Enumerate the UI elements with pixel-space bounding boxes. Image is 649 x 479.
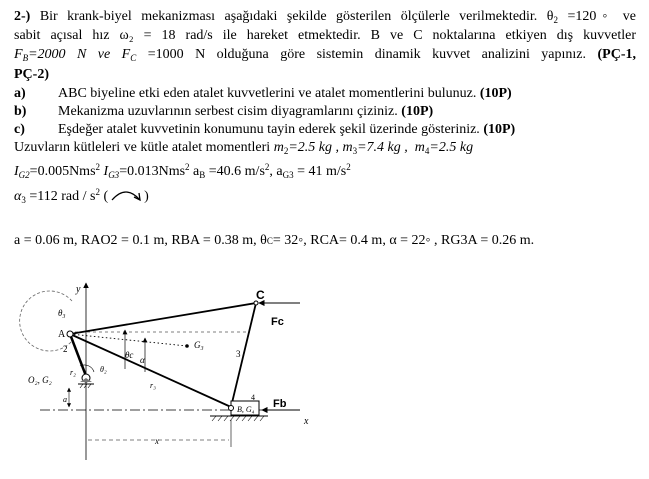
force-values: =2000 N ve F (28, 47, 131, 62)
problem-line-2: sabit açısal hız ω₂ = 18 rad/s ile hareket etmektedir. B ve C noktalarına etkiyen dış kuvvetler (14, 28, 636, 43)
link-2-label: 2 (63, 344, 68, 354)
slider-ground-hatch (212, 416, 264, 421)
problem-line-1: 2-) Bir krank-biyel mekanizması aşağıdaki şekilde gösterilen ölçülerle verilmektedir. $\theta_2$ =120◦ ve (14, 9, 636, 25)
thetac-label: θc (125, 350, 134, 360)
r3-label: r₃ (150, 381, 156, 390)
r2-label: r₂ (70, 368, 76, 377)
link-ac (70, 303, 256, 334)
theta2-label: θ₂ (100, 365, 107, 374)
fb-label: Fb (273, 398, 287, 410)
link-cb (231, 303, 256, 407)
alpha-label: α (140, 355, 145, 365)
c-label: C (256, 288, 265, 302)
dimensions-line: a = 0.06 m, RAO2 = 0.1 m, RBA = 0.38 m, θC= 32◦, RCA= 0.4 m, α = 22◦ , RG3A = 0.26 m. (14, 233, 535, 248)
b-g4-label: B, G₄ (237, 405, 255, 414)
b-joint (229, 406, 234, 411)
theta3-label: θ₃ (58, 308, 66, 318)
task-c: c) Eşdeğer atalet kuvvetinin konumunu tayin ederek şekil üzerinde gösteriniz. (10P) (14, 122, 516, 137)
outcome-code-1: (PÇ-1, (597, 47, 636, 62)
problem-text-1a: Bir krank-biyel mekanizması aşağıdaki şekilde gösterilen ölçülerle verilmektedir. θ (39, 9, 554, 24)
link-4-label: 4 (251, 393, 255, 402)
problem-number: 2-) (14, 9, 31, 24)
link-3-label: 3 (236, 349, 241, 359)
problem-text-1b: =120◦ ve (558, 9, 636, 24)
problem-line-3: $F_B=2000$ N ve $F_C =1000$ N olduğuna göre sistemin dinamik kuvvet analizini yapınız. (PÇ-1, (14, 47, 636, 63)
o2-ground-hatch (80, 384, 91, 388)
x-axis-label: x (304, 416, 309, 427)
fc-label: Fc (271, 316, 284, 328)
link-ab (70, 334, 231, 407)
y-axis-label: y (76, 284, 81, 295)
task-a: a) ABC biyeline etki eden atalet kuvvetlerini ve atalet momentlerini bulunuz. (10P) (14, 86, 512, 101)
g3-line (70, 334, 187, 346)
inertia-line: $I_{G2}=0.005Nms^2$ $I_{G3}=0.013Nms^2$ $a_B =40.6$ $m/s^2$, $a_{G3} = 41$ $m/s^2$ (14, 162, 351, 180)
masses-line: Uzuvların kütleleri ve kütle atalet momentleri $m_2=2.5$ kg , $m_3=7.4$ kg , $m_4=2.5$ kg (14, 140, 474, 156)
theta3-arc (20, 291, 72, 351)
g3-point (185, 344, 189, 348)
g3-label: G₃ (194, 340, 204, 350)
a-label: A (58, 329, 66, 340)
o2-g2-label: O₂, G₂ (28, 375, 52, 385)
alpha-line: $\alpha_3 =112$ rad / $s^2$ ( ) (14, 187, 149, 205)
outcome-code-2: PÇ-2) (14, 67, 49, 82)
a-joint (67, 331, 73, 337)
problem-text-3c: =1000 N olduğuna göre sistemin dinamik kuvvet analizini yapınız. (147, 47, 587, 62)
task-b: b) Mekanizma uzuvlarının serbest cisim diyagramlarını çiziniz. (10P) (14, 104, 434, 119)
force-fb-symbol: F (14, 47, 23, 62)
offset-a-label: a (63, 395, 67, 404)
x-dim-label: x (155, 436, 159, 446)
